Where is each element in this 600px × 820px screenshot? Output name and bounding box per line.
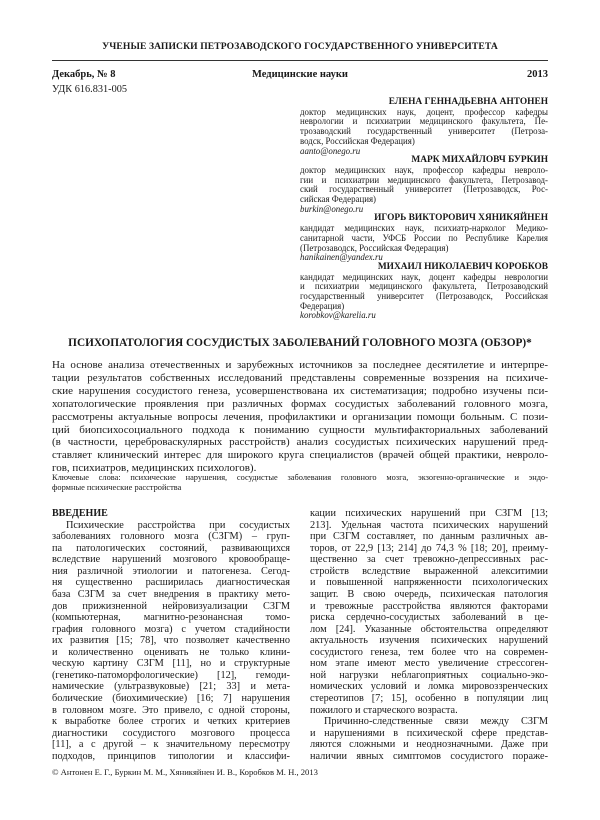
text-line: диагностики сосудистого мозгового процесса bbox=[52, 727, 290, 739]
text-line: пожилого и старческого возраста. bbox=[310, 704, 458, 716]
text-line: актуальность изучения психических нарушений bbox=[310, 635, 548, 647]
text-line: (генетико-патоморфологические) [12], гемоди- bbox=[52, 669, 290, 681]
text-line: Ключевые слова: психические нарушения, сосудистые заболевания головного мозга, экзогенно-органические и эндо- bbox=[52, 473, 548, 482]
section-label: Медицинские науки bbox=[252, 69, 348, 80]
text-line: графия головного мозга) с учетом стадийности bbox=[52, 623, 290, 635]
article-title: ПСИХОПАТОЛОГИЯ СОСУДИСТЫХ ЗАБОЛЕВАНИЙ ГОЛОВНОГО МОЗГА (ОБЗОР)* bbox=[68, 337, 532, 349]
text-line: кации психических нарушений при СЗГМ [13; bbox=[310, 508, 548, 519]
author-affiliation-line: водск, Российская Федерация) bbox=[300, 135, 415, 146]
author-name: МИХАИЛ НИКОЛАЕВИЧ КОРОБКОВ bbox=[377, 261, 548, 272]
text-line: гов, психиатров, медицинских психологов). bbox=[52, 462, 257, 475]
text-line: наличии явных симптомов сосудистого пораже- bbox=[310, 750, 548, 762]
author-affiliation-line: санитарной части, УФСБ России по Республике Карелия bbox=[300, 232, 548, 243]
section-heading-introduction: ВВЕДЕНИЕ bbox=[52, 508, 108, 519]
author-email: aanto@onego.ru bbox=[300, 145, 361, 156]
author-affiliation-line: Федерация) bbox=[300, 300, 345, 311]
keywords bbox=[52, 473, 548, 493]
text-line: лом [24]. Указанные обстоятельства определяют bbox=[310, 623, 548, 635]
text-line: ном этапе имеют место увеличение стрессоген- bbox=[310, 658, 548, 670]
author-affiliation-line: (Петрозаводск, Российская Федерация) bbox=[300, 242, 449, 253]
text-line: база СЗГМ за счет внедрения в практику мето- bbox=[52, 588, 290, 600]
text-line: дов прижизненной нейровизуализации СЗГМ bbox=[52, 600, 290, 612]
text-line: Психические расстройства при сосудистых bbox=[66, 519, 290, 531]
text-line: сосудистого генеза, тем более что на современ- bbox=[310, 646, 548, 658]
right-column-text bbox=[310, 508, 548, 762]
text-line: и количественно оценивать не только клини- bbox=[52, 646, 290, 658]
text-line: их развития [15; 78], что позволяет качественно bbox=[52, 635, 290, 647]
text-line: (в частности, цереброваскулярных расстройств) анализ сосудистых психических нарушений пред- bbox=[52, 436, 548, 449]
abstract bbox=[52, 359, 548, 475]
text-line: риска сердечно-сосудистых заболеваний в це- bbox=[310, 612, 548, 624]
text-line: и нарушениями в психической сфере представ- bbox=[310, 727, 548, 739]
text-line: па патологических состояний, развивающихся bbox=[52, 542, 290, 554]
paragraph bbox=[310, 508, 548, 716]
text-line: в головном мозге. Это привело, с одной стороны, bbox=[52, 704, 290, 716]
text-line: щественно за счет тревожно-депрессивных рас- bbox=[310, 554, 548, 566]
issue-label: Декабрь, № 8 bbox=[52, 69, 116, 80]
text-line: заболеваниях головного мозга (СЗГМ) – груп- bbox=[52, 531, 290, 543]
text-line: Причинно-следственные связи между СЗГМ bbox=[324, 716, 548, 728]
author-name: ЕЛЕНА ГЕННАДЬЕВНА АНТОНЕН bbox=[388, 97, 548, 107]
author-affiliation-line: кандидат медицинских наук, психиатр-нарколог Медико- bbox=[300, 223, 548, 234]
text-line: ния различной этиологии и патогенеза. Сегод- bbox=[52, 565, 290, 577]
author-affiliation-line: трозаводский государственный университет (Петроза- bbox=[300, 126, 548, 137]
udk-code: УДК 616.831-005 bbox=[52, 84, 128, 95]
text-line: вследствие нарушений мозгового кровообраще- bbox=[52, 554, 290, 566]
text-line: рассмотрены актуальные вопросы лечения, профилактики и организации помощи больным. С пози- bbox=[52, 410, 548, 423]
text-line: хопатологические проявления при различных формах сосудистых заболеваний головного мозга, bbox=[52, 397, 548, 410]
text-line: 213]. Удельная частота психических нарушений bbox=[310, 519, 548, 531]
text-line: намические (ультразвуковые) [21; 33] и мета- bbox=[52, 681, 290, 693]
text-line: ские нарушения сосудистого генеза, усовершенствована их систематизация; подробно изучены пси- bbox=[52, 384, 548, 397]
author-email: hanikainen@yandex.ru bbox=[300, 252, 383, 263]
journal-title: УЧЕНЫЕ ЗАПИСКИ ПЕТРОЗАВОДСКОГО ГОСУДАРСТВЕННОГО УНИВЕРСИТЕТА bbox=[102, 41, 498, 52]
year-label: 2013 bbox=[527, 69, 548, 80]
text-line: защит. В свою очередь, психическая патология bbox=[310, 588, 548, 600]
text-line: к выработке более строгих и четких критериев bbox=[52, 716, 290, 728]
author-name: МАРК МИХАЙЛОВЧ БУРКИН bbox=[411, 155, 548, 166]
author-affiliation-line: доктор медицинских наук, профессор кафедры невроло- bbox=[300, 164, 548, 175]
copyright-notice: © Антонен Е. Г., Буркин М. М., Хяникяйнен И. В., Коробков М. Н., 2013 bbox=[52, 767, 318, 777]
author-affiliation-line: неврологии и психиатрии медицинского факультета, Пе- bbox=[300, 116, 548, 127]
text-line: ной нагрузки неблагоприятных социально-эко- bbox=[310, 669, 548, 681]
author-affiliation-line: государственный университет (Петрозаводск, Российская bbox=[300, 291, 548, 302]
text-line: ций биопсихосоциального подхода к пониманию сущности мультифакториальных заболеваний bbox=[52, 423, 548, 436]
text-line: стереотипов [7; 15], особенно в популяции лиц bbox=[310, 693, 548, 704]
text-line: ляются сложными и неоднозначными. Даже при bbox=[310, 739, 548, 751]
author-affiliation-line: ский государственный университет (Петрозаводск, Рос- bbox=[300, 184, 548, 195]
author-affiliation-line: и психиатрии медицинского факультета, Петрозаводский bbox=[300, 281, 548, 292]
paragraph bbox=[310, 716, 548, 762]
author-affiliation-line: гии и психиатрии медицинского факультета, Петрозавод- bbox=[300, 174, 548, 185]
text-line: подходов, принципов типологии и классифи- bbox=[52, 750, 290, 762]
text-line: стройств вследствие выраженной алекситимии bbox=[310, 565, 548, 577]
author-affiliation-line: доктор медицинских наук, доцент, профессор кафедры bbox=[300, 106, 548, 117]
text-line: при СЗГМ составляет, по данным различных ав- bbox=[310, 531, 548, 543]
text-line: и повышенной напряженности психологических bbox=[310, 577, 548, 589]
author-affiliation-line: сийская Федерация) bbox=[300, 194, 376, 205]
author-name: ИГОРЬ ВИКТОРОВИЧ ХЯНИКЯЙНЕН bbox=[374, 213, 548, 224]
text-line: ня существенно расширилась диагностическая bbox=[52, 577, 290, 589]
text-line: ческую картину СЗГМ [11], но и структурные bbox=[52, 658, 290, 670]
text-line: торов, от 22,9 [13; 214] до 74,3 % [18; 20], преиму- bbox=[310, 542, 548, 554]
text-line: тации результатов собственных исследований представлены современные воззрения на психиче- bbox=[52, 371, 548, 384]
left-column-text bbox=[52, 520, 290, 763]
author-block bbox=[300, 98, 548, 321]
text-line: ставляет клинический интерес для широкого круга специалистов (врачей общей практики, невроло- bbox=[52, 449, 548, 462]
text-line: и тревожные расстройства являются факторами bbox=[310, 600, 548, 612]
text-line: На основе анализа отечественных и зарубежных источников за последнее десятилетие и интерпре- bbox=[52, 359, 548, 371]
text-line: формные психические расстройства bbox=[52, 483, 182, 492]
author-email: burkin@onego.ru bbox=[300, 203, 364, 214]
header-divider bbox=[52, 60, 548, 61]
text-line: номических условий и ломка мировоззренческих bbox=[310, 681, 548, 693]
text-line: болические (биохимические) [16; 7] нарушения bbox=[52, 693, 290, 705]
author-email: korobkov@karelia.ru bbox=[300, 310, 376, 321]
text-line: [11], а с другой – к значительному пересмотру bbox=[52, 739, 290, 751]
text-line: (компьютерная, магнитно-резонансная томо- bbox=[52, 612, 290, 624]
author-affiliation-line: кандидат медицинских наук, доцент кафедры неврологии bbox=[300, 271, 548, 282]
